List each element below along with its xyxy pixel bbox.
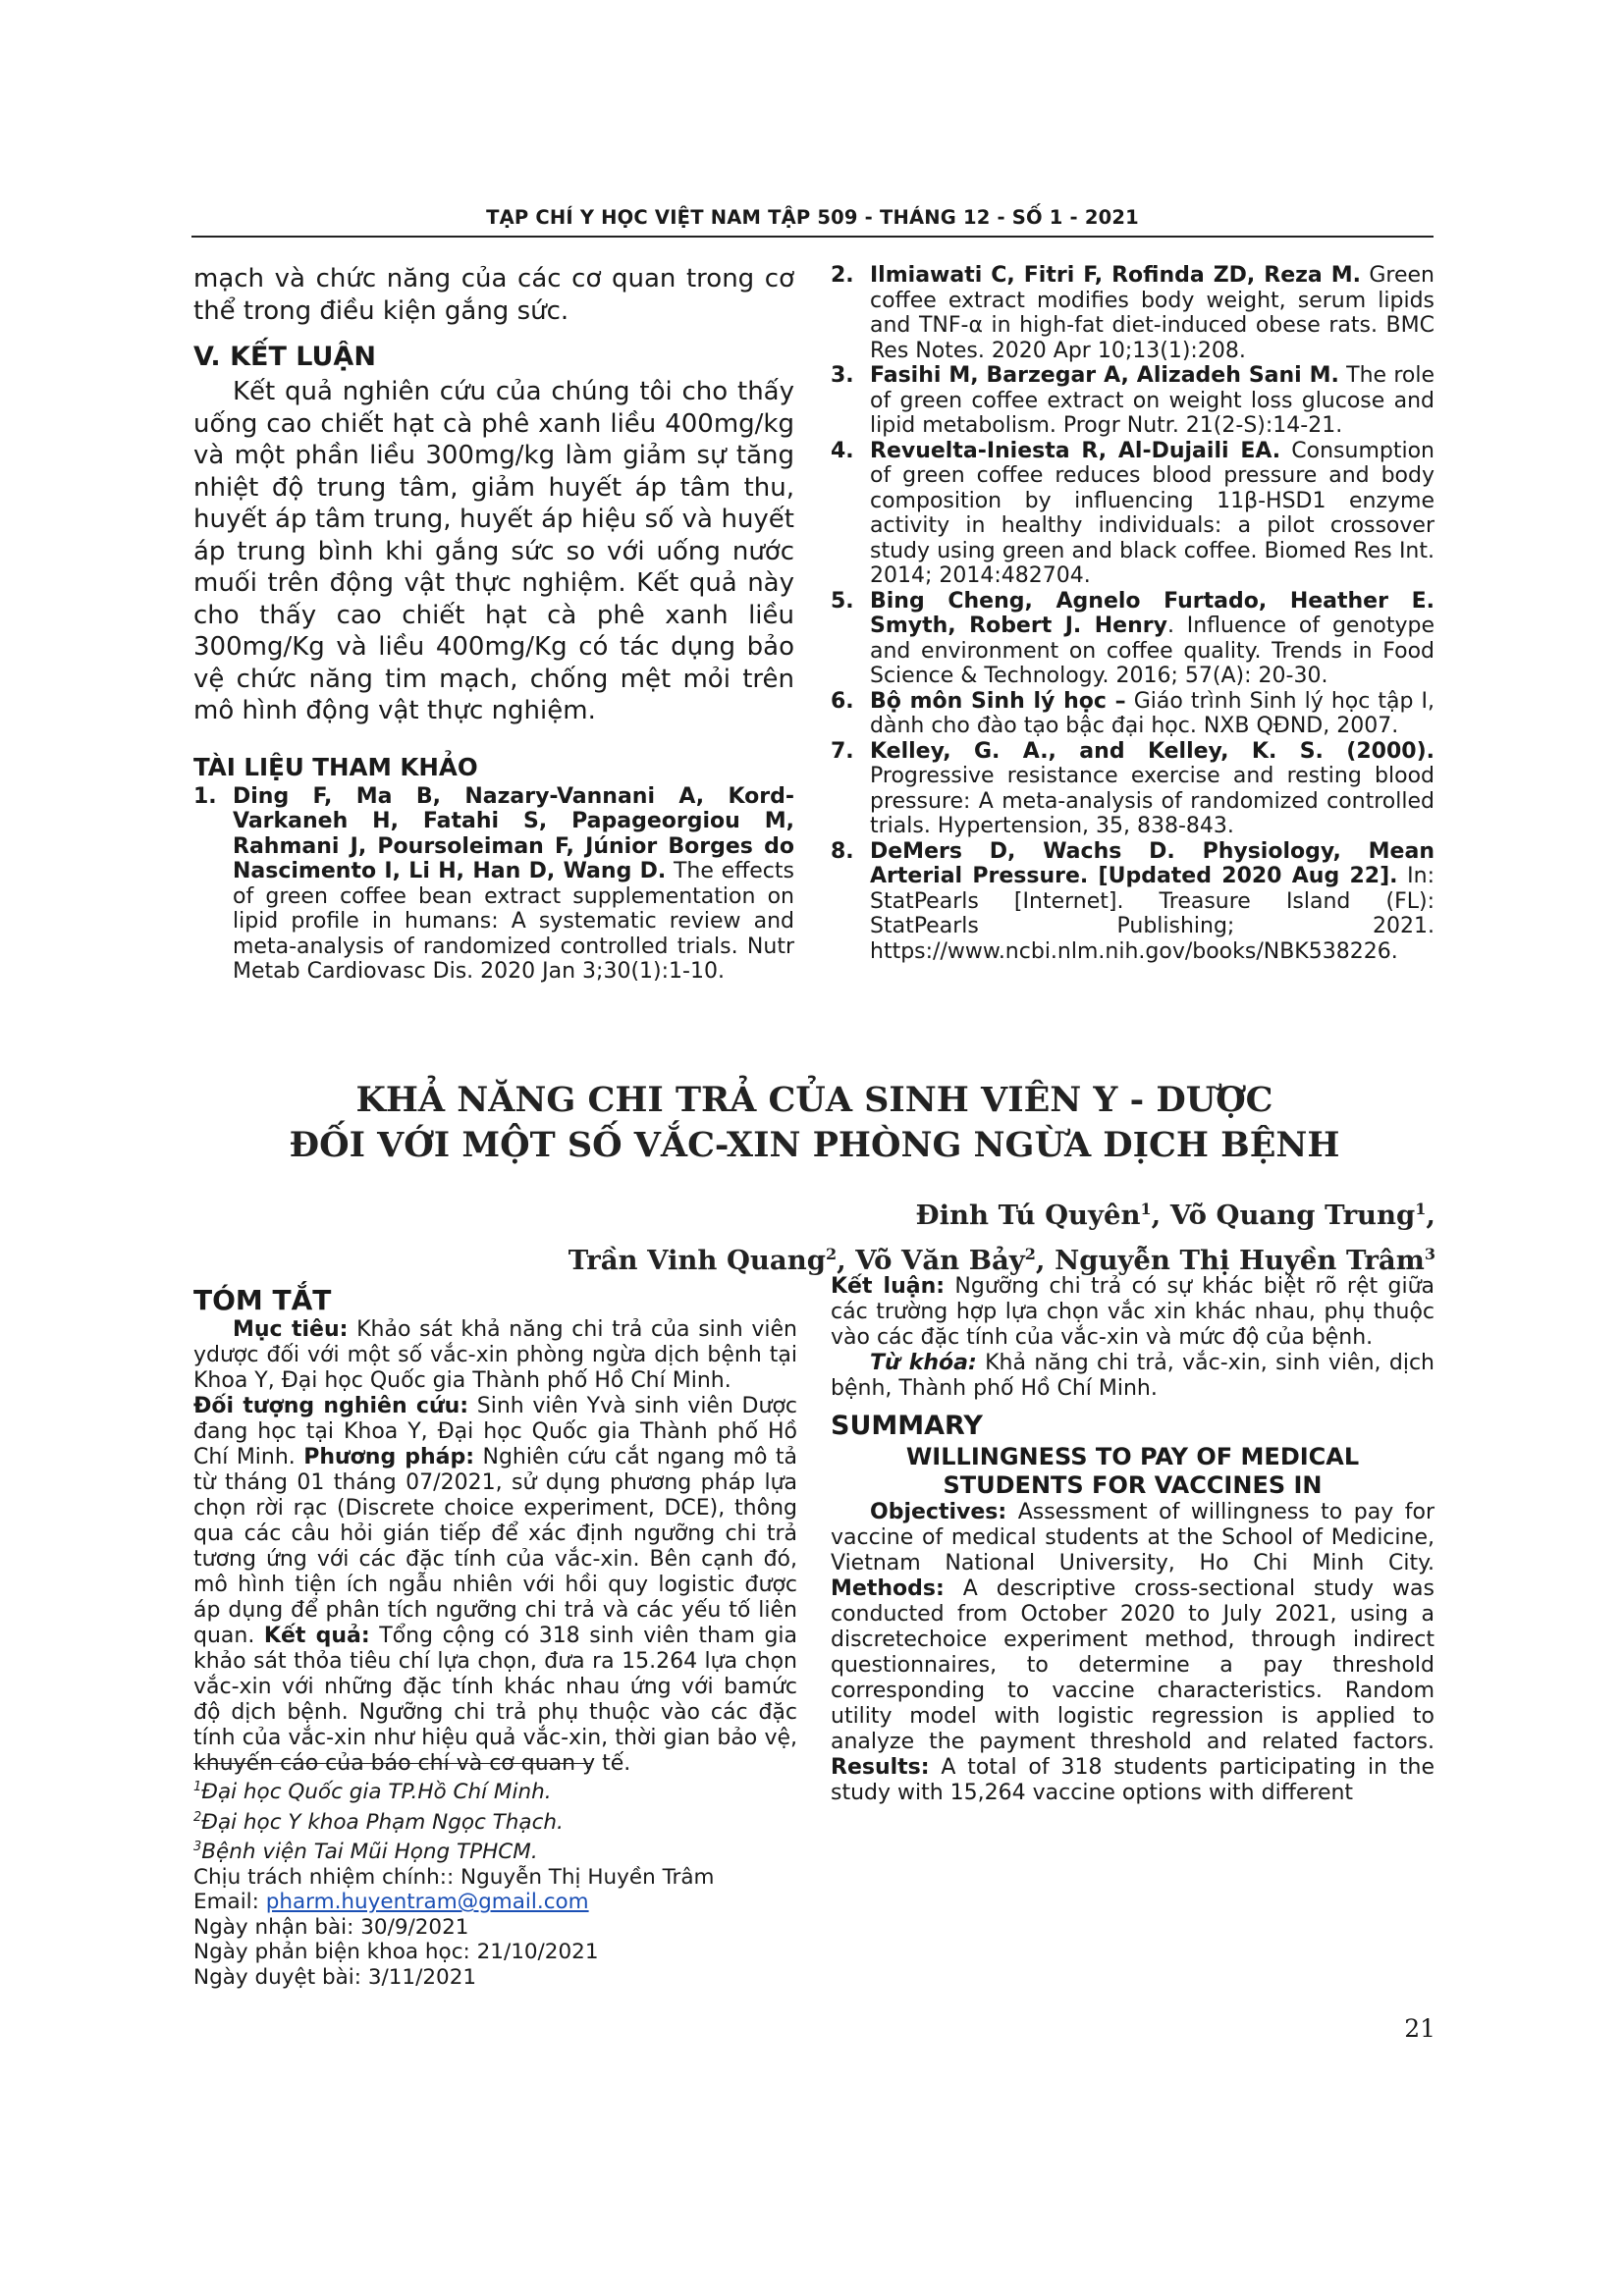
footnote-rule [193, 1763, 590, 1764]
reference-item: 2. Ilmiawati C, Fitri F, Rofinda ZD, Reza M. Green coffee extract modifies body weight, serum lipids and TNF-α in high-fat diet-induced obese rats. BMC Res Notes. 2020 Apr 10;13(1):208. [831, 263, 1435, 363]
page-number: 21 [1404, 2014, 1435, 2043]
footnotes [193, 1775, 797, 1990]
author-name: Trần Vinh Quang [568, 1245, 826, 1277]
references-list-right [831, 263, 1435, 964]
conclusion-heading: V. KẾT LUẬN [193, 342, 376, 372]
running-header: TẠP CHÍ Y HỌC VIỆT NAM TẬP 509 - THÁNG 12 - SỐ 1 - 2021 [486, 206, 1139, 229]
author-list [491, 1190, 1435, 1280]
author-affiliation: 1 [1140, 1200, 1152, 1218]
abstract-vietnamese-left [193, 1284, 798, 1777]
author-line-2: Trần Vinh Quang$^2$, Võ Văn Bảy$^2$, Nguyễn Thị Huyền Trâm$^3$ [568, 1245, 1435, 1277]
reference-item: 8. DeMers D, Wachs D. Physiology, Mean Arterial Pressure. [Updated 2020 Aug 22]. In: StatPearls [Internet]. Treasure Island (FL): StatPearls Publishing; 2021. https://www.ncbi.nlm.nih.gov/books/NBK538226. [831, 838, 1435, 964]
author-name: Đinh Tú Quyên [915, 1200, 1141, 1232]
responsible-author: Chịu trách nhiệm chính:: Nguyễn Thị Huyền Trâm [193, 1864, 715, 1890]
abstract-paragraph: Đối tượng nghiên cứu: Sinh viên Yvà sinh viên Dược đang học tại Khoa Y, Đại học Quốc gia Thành phố Hồ Chí Minh. Phương pháp: Nghiên cứu cắt ngang mô tả từ tháng 01 tháng 07/2021, sử dụng phương pháp lựa chọn rời rạc (Discrete choice experiment, DCE), thông qua các câu hỏi gián tiếp để xác định ngưỡng chi trả tương ứng với các đặc tính của vắc-xin. Bên cạnh đó, mô hình tiện ích ngẫu nhiên với hồi quy logistic được áp dụng để phân tích ngưỡng chi trả và các yếu tố liên quan. Kết quả: Tổng cộng có 318 sinh viên tham gia khảo sát thỏa tiêu chí lựa chọn, đưa ra 15.264 lựa chọn vắc-xin với những đặc tính khác nhau ứng với bamức độ dịch bệnh. Ngưỡng chi trả phụ thuộc vào các đặc tính của vắc-xin như hiệu quả vắc-xin, thời gian bảo vệ, khuyến cáo của báo chí và cơ quan y tế. [193, 1394, 798, 1776]
article-title [193, 1078, 1435, 1168]
reference-item: 1. Ding F, Ma B, Nazary-Vannani A, Kord-Varkaneh H, Fatahi S, Papageorgiou M, Rahmani J, Poursoleiman F, Júnior Borges do Nascimento I, Li H, Han D, Wang D. The effects of green coffee bean extract supplementation on lipid profile in humans: A systematic review and meta-analysis of randomized controlled trials. Nutr Metab Cardiovasc Dis. 2020 Jan 3;30(1):1-10. [193, 783, 794, 984]
affiliation-1: $^1$Đại học Quốc gia TP.Hồ Chí Minh. [193, 1780, 552, 1805]
references-list-left [193, 784, 794, 985]
summary-heading: SUMMARY [831, 1411, 983, 1441]
reference-item: 7. Kelley, G. A., and Kelley, K. S. (2000). Progressive resistance exercise and resting blood pressure: A meta-analysis of randomized controlled trials. Hypertension, 35, 838-843. [831, 738, 1435, 838]
abstract-paragraph: Kết luận: Ngưỡng chi trả có sự khác biệt rõ rệt giữa các trường hợp lựa chọn vắc xin khác nhau, phụ thuộc vào các đặc tính của vắc-xin và mức độ của bệnh. [831, 1274, 1435, 1350]
author-name: Võ Quang Trung [1169, 1200, 1416, 1232]
email-line: Email: pharm.huyentram@gmail.com [193, 1890, 589, 1915]
author-name: Võ Văn Bảy [855, 1245, 1025, 1277]
author-affiliation: 1 [1415, 1200, 1427, 1218]
received-date: Ngày nhận bài: 30/9/2021 [193, 1914, 469, 1940]
affiliation-3: $^3$Bệnh viện Tai Mũi Họng TPHCM. [193, 1840, 538, 1865]
right-column [831, 263, 1435, 964]
references-heading: TÀI LIỆU THAM KHẢO [193, 752, 478, 781]
affiliation-2: $^2$Đại học Y khoa Phạm Ngọc Thạch. [193, 1809, 564, 1835]
summary-paragraph: Objectives: Assessment of willingness to pay for vaccine of medical students at the School of Medicine, Vietnam National University, Ho Chi Minh City. Methods: A descriptive cross-sectional study was conducted from October 2020 to July 2021, using a discretechoice experiment method, through indirect questionnaires, to determine a pay threshold corresponding to vaccine characteristics. Random utility model with logistic regression is applied to analyze the payment threshold and related factors. Results: A total of 318 students participating in the study with 15,264 vaccine options with different [831, 1500, 1435, 1805]
reference-item: 5. Bing Cheng, Agnelo Furtado, Heather E. Smyth, Robert J. Henry. Influence of genotype and environment on coffee quality. Trends in Food Science & Technology. 2016; 57(A): 20-30. [831, 588, 1435, 688]
author-line-1: Đinh Tú Quyên$^1$, Võ Quang Trung$^1$, [915, 1200, 1435, 1232]
continued-text: mạch và chức năng của các cơ quan trong cơ thể trong điều kiện gắng sức. [193, 264, 794, 326]
accepted-date: Ngày duyệt bài: 3/11/2021 [193, 1964, 477, 1990]
conclusion-text: Kết quả nghiên cứu của chúng tôi cho thấy uống cao chiết hạt cà phê xanh liều 400mg/kg và một phần liều 300mg/kg làm giảm sự tăng nhiệt độ trung tâm, giảm huyết áp tâm thu, huyết áp tâm trung, huyết áp hiệu số và huyết áp trung bình khi gắng sức so với uống nước muối trên động vật thực nghiệm. Kết quả này cho thấy cao chiết hạt cà phê xanh liều 300mg/Kg và liều 400mg/Kg có tác dụng bảo vệ chức năng tim mạch, chống mệt mỏi trên mô hình động vật thực nghiệm. [193, 377, 794, 725]
title-line-2: ĐỐI VỚI MỘT SỐ VẮC-XIN PHÒNG NGỪA DỊCH BỆNH [289, 1125, 1340, 1165]
author-name: Nguyễn Thị Huyền Trâm [1055, 1245, 1425, 1277]
english-title: WILLINGNESS TO PAY OF MEDICAL STUDENTS FOR VACCINES IN [905, 1443, 1360, 1499]
reference-item: 4. Revuelta-Iniesta R, Al-Dujaili EA. Consumption of green coffee reduces blood pressure and body composition by influencing 11β-HSD1 enzyme activity in healthy individuals: a pilot crossover study using green and black coffee. Biomed Res Int. 2014; 2014:482704. [831, 438, 1435, 588]
title-line-1: KHẢ NĂNG CHI TRẢ CỦA SINH VIÊN Y - DƯỢC [355, 1080, 1273, 1120]
tom-tat-heading: TÓM TẮT [193, 1284, 332, 1316]
author-affiliation: 2 [825, 1245, 838, 1264]
reference-item: 3. Fasihi M, Barzegar A, Alizadeh Sani M. The role of green coffee extract on weight loss glucose and lipid metabolism. Progr Nutr. 21(2-S):14-21. [831, 363, 1435, 438]
email-link[interactable]: pharm.huyentram@gmail.com [265, 1890, 589, 1915]
review-date: Ngày phản biện khoa học: 21/10/2021 [193, 1940, 599, 1965]
left-column [193, 263, 794, 985]
author-affiliation: 2 [1024, 1245, 1036, 1264]
header-rule [191, 236, 1434, 238]
abstract-right-column [831, 1274, 1435, 1806]
reference-item: 6. Bộ môn Sinh lý học – Giáo trình Sinh lý học tập I, dành cho đào tạo bậc đại học. NXB QĐND, 2007. [831, 688, 1435, 738]
author-affiliation: 3 [1424, 1245, 1435, 1264]
keywords: Từ khóa: Khả năng chi trả, vắc-xin, sinh viên, dịch bệnh, Thành phố Hồ Chí Minh. [831, 1351, 1435, 1401]
abstract-paragraph: Mục tiêu: Khảo sát khả năng chi trả của sinh viên ydược đối với một số vắc-xin phòng ngừa dịch bệnh tại Khoa Y, Đại học Quốc gia Thành phố Hồ Chí Minh. [193, 1317, 797, 1393]
